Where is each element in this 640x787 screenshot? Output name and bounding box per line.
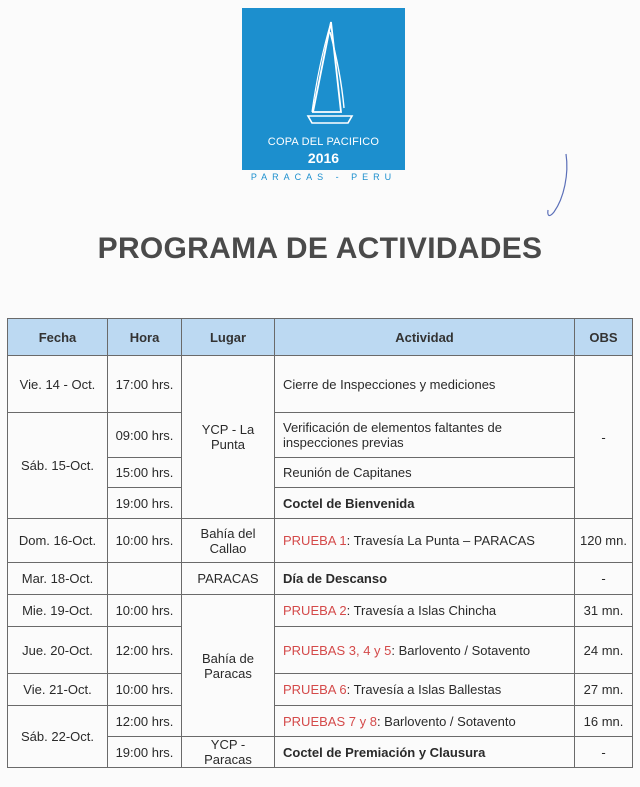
activity-cell: Verificación de elementos faltantes de inspecciones previas [275,413,575,458]
time-cell: 10:00 hrs. [108,519,182,563]
table-header-row [8,319,633,356]
race-label: PRUEBAS 7 y 8 [283,713,377,729]
time-cell: 19:00 hrs. [108,737,182,768]
activity-cell: Reunión de Capitanes [275,458,575,488]
activity-cell [275,627,575,674]
obs-cell: - [575,563,633,595]
place-cell: YCP - Paracas [182,737,275,768]
obs-cell: 16 mn. [575,706,633,737]
activity-cell: Día de Descanso [275,563,575,595]
activity-cell [275,706,575,737]
place-cell: Bahía de Paracas [182,595,275,737]
activity-cell: Coctel de Bienvenida [275,488,575,519]
table-row [8,595,633,627]
date-cell: Mar. 18-Oct. [8,563,108,595]
page-title: PROGRAMA DE ACTIVIDADES [97,232,543,265]
place-cell: Bahía del Callao [182,519,275,563]
time-cell: 10:00 hrs. [108,674,182,706]
activity-text: : Travesía La Punta – PARACAS [346,533,535,548]
time-cell: 10:00 hrs. [108,595,182,627]
obs-cell: 31 mn. [575,595,633,627]
table-row [8,356,633,413]
obs-cell: 24 mn. [575,627,633,674]
race-label: PRUEBA 2 [283,603,347,618]
date-cell: Sáb. 15-Oct. [8,413,108,519]
time-cell: 15:00 hrs. [108,458,182,488]
table-row [8,563,633,595]
time-cell: 19:00 hrs. [108,488,182,519]
date-cell: Sáb. 22-Oct. [8,706,108,768]
header-fecha: Fecha [8,319,108,356]
table-row [8,674,633,706]
place-cell: YCP - La Punta [182,356,275,519]
activity-cell [275,595,575,627]
time-cell [108,563,182,595]
race-label: PRUEBA 6 [283,682,347,697]
date-cell: Mie. 19-Oct. [8,595,108,627]
event-logo [242,8,405,170]
pen-mark-icon [540,150,580,225]
place-cell: PARACAS [182,563,275,595]
race-label: PRUEBAS 3, 4 y 5 [283,642,392,658]
race-label: PRUEBA 1 [283,533,347,548]
table-row [8,519,633,563]
date-cell: Vie. 21-Oct. [8,674,108,706]
obs-cell: 27 mn. [575,674,633,706]
logo-location: PARACAS - PERU [250,172,397,182]
activity-text: : Barlovento / Sotavento [376,713,516,729]
obs-cell: - [575,737,633,768]
logo-event-name: COPA DEL PACIFICO [267,136,380,148]
time-cell: 12:00 hrs. [108,706,182,737]
activity-text: : Travesía a Islas Chincha [346,603,497,618]
header-actividad: Actividad [275,319,575,356]
date-cell: Jue. 20-Oct. [8,627,108,674]
time-cell: 09:00 hrs. [108,413,182,458]
logo-year: 2016 [307,150,340,166]
header-obs: OBS [575,319,633,356]
obs-cell: 120 mn. [575,519,633,563]
date-cell: Vie. 14 - Oct. [8,356,108,413]
activity-text: : Travesía a Islas Ballestas [346,682,502,697]
table-row [8,627,633,674]
activity-cell [275,519,575,563]
activity-cell: Coctel de Premiación y Clausura [275,737,575,768]
time-cell: 12:00 hrs. [108,627,182,674]
activity-cell: Cierre de Inspecciones y mediciones [275,356,575,413]
schedule-table [7,318,633,768]
table-row [8,706,633,737]
table-row [8,413,633,458]
header-hora: Hora [108,319,182,356]
activity-cell [275,674,575,706]
date-cell: Dom. 16-Oct. [8,519,108,563]
time-cell: 17:00 hrs. [108,356,182,413]
header-lugar: Lugar [182,319,275,356]
obs-cell: - [575,356,633,519]
activity-text: : Barlovento / Sotavento [391,642,531,658]
